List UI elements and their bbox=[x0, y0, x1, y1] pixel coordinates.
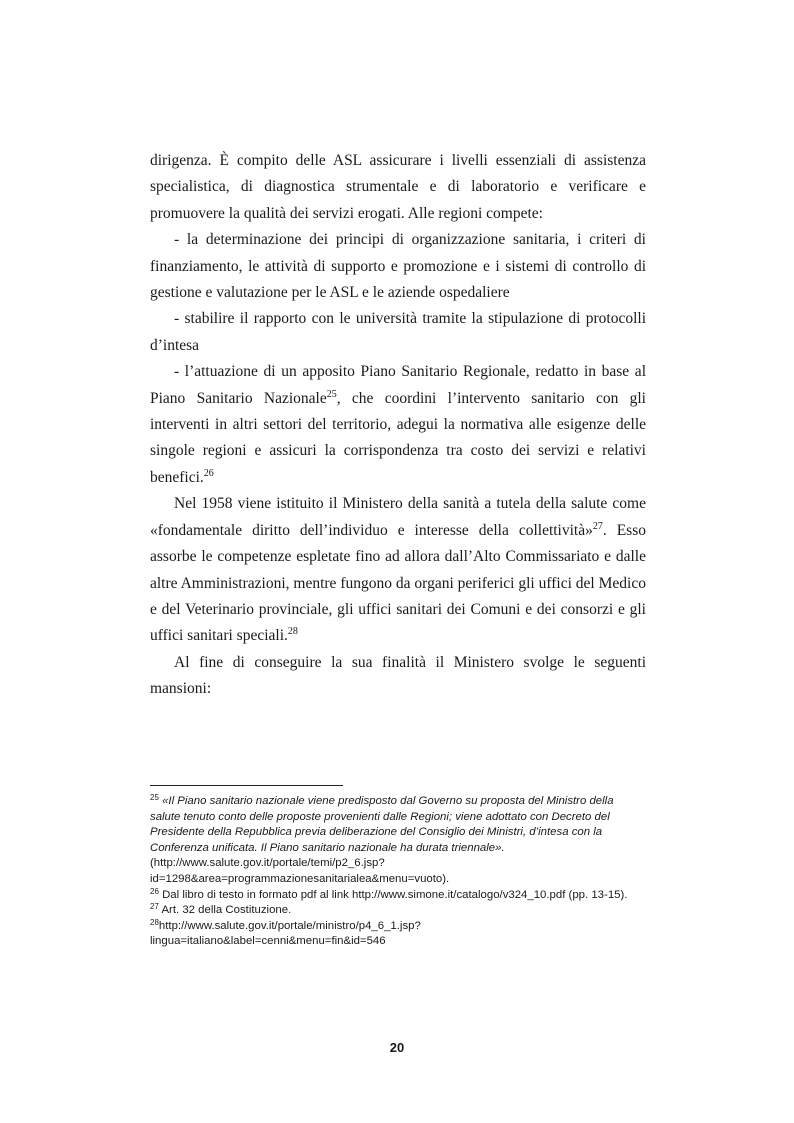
footnote-27-text: Art. 32 della Costituzione. bbox=[161, 904, 292, 917]
paragraph-regions-principles: - la determinazione dei principi di organizzazione sanitaria, i criteri di finanziamento, le attività di supporto e promozione e i sistemi di controllo di gestione e valutazione per le ASL e le aziende ospedaliere bbox=[150, 231, 646, 302]
paragraph-ministry-1958 bbox=[150, 491, 646, 649]
footnote-26-text[interactable]: Dal libro di testo in formato pdf al link http://www.simone.it/catalogo/v324_10.pdf (pp. 13-15). bbox=[162, 888, 628, 901]
body-text bbox=[150, 148, 646, 703]
paragraph-regional-plan-text-a: - l’attuazione di un apposito Piano Sanitario Regionale, redatto in base al Piano Sanitario Nazionale bbox=[150, 363, 646, 407]
paragraph-ministry-duties: Al fine di conseguire la sua finalità il Ministero svolge le seguenti mansioni: bbox=[150, 653, 646, 698]
paragraph-regional-plan bbox=[150, 359, 646, 491]
footnote-separator bbox=[150, 785, 343, 786]
footnote-ref-27[interactable]: 27 bbox=[592, 520, 603, 532]
footnote-27-number: 27 bbox=[150, 902, 159, 912]
page-number: 20 bbox=[389, 1040, 405, 1055]
footnote-25-quote: «Il Piano sanitario nazionale viene predisposto dal Governo su proposta del Ministro della salute tenuto conto delle proposte provenienti dalle Regioni; viene adottato con Decreto del Presidente della Repubblica previa deliberazione del Consiglio dei Ministri, d’intesa con la Conferenza unificata. Il Piano sanitario nazionale ha durata triennale». bbox=[150, 795, 614, 854]
paragraph-1: dirigenza. È compito delle ASL assicurare i livelli essenziali di assistenza specialistica, di diagnostica strumentale e di laboratorio e verificare e promuovere la qualità dei servizi erogati. Alle regioni compete: bbox=[150, 152, 646, 222]
footnote-25 bbox=[150, 794, 646, 888]
footnote-ref-26[interactable]: 26 bbox=[203, 467, 214, 479]
paragraph-regional-plan-text-b: , che coordini l’intervento sanitario con gli interventi in altri settori del territorio, adegui la normativa alle esigenze delle singole regioni e assicuri la corrispondenza tra costo dei servizi e relativi benefici. bbox=[150, 389, 646, 486]
footnote-ref-28[interactable]: 28 bbox=[287, 626, 298, 638]
footnote-26-number: 26 bbox=[150, 886, 159, 896]
footnote-28 bbox=[150, 919, 646, 950]
footnote-27 bbox=[150, 903, 646, 919]
footnote-26 bbox=[150, 888, 646, 904]
paragraph-ministry-text-a: Nel 1958 viene istituito il Ministero della sanità a tutela della salute come «fondamentale diritto dell’individuo e interesse della collettività» bbox=[150, 495, 646, 539]
paragraph-ministry-text-b: . Esso assorbe le competenze espletate fino ad allora dall’Alto Commissariato e dalle altre Amministrazioni, mentre fungono da organi periferici gli uffici del Medico e del Veterinario provinciale, gli uffici sanitari dei Comuni e dei consorzi e gli uffici sanitari speciali. bbox=[150, 521, 646, 645]
footnote-25-number: 25 bbox=[150, 793, 159, 802]
footnote-28-number: 28 bbox=[150, 917, 159, 927]
footnotes bbox=[150, 794, 646, 950]
footnote-ref-25[interactable]: 25 bbox=[326, 388, 337, 400]
footnote-25-link[interactable]: (http://www.salute.gov.it/portale/temi/p2_6.jsp?id=1298&area=programmazionesanitarialea&menu=vuoto). bbox=[150, 857, 450, 885]
paragraph-regions-universities: - stabilire il rapporto con le università tramite la stipulazione di protocolli d’intesa bbox=[150, 310, 646, 354]
footnote-28-link[interactable]: http://www.salute.gov.it/portale/ministro/p4_6_1.jsp?lingua=italiano&label=cenni&menu=fin&id=546 bbox=[150, 919, 421, 948]
